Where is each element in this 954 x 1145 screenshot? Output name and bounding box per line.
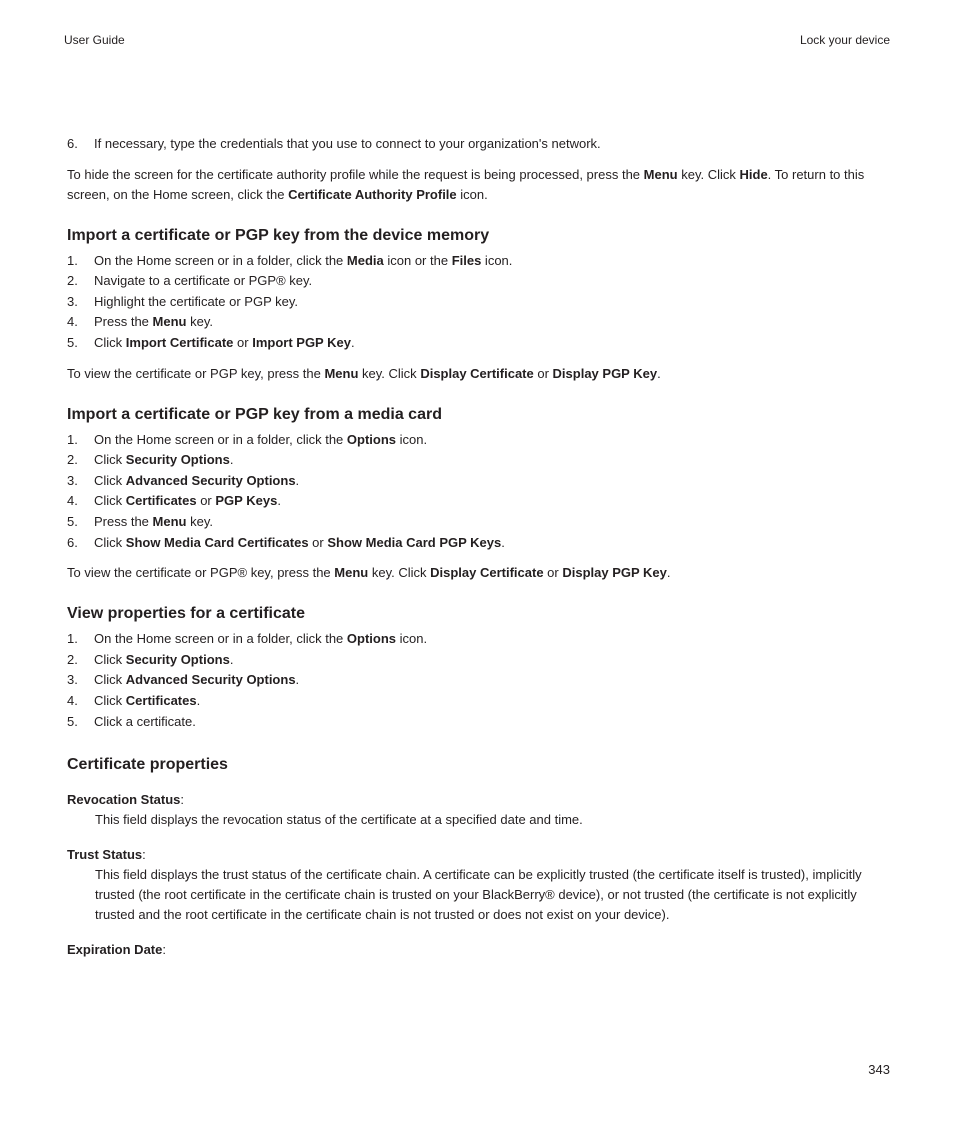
term-trust-status: Trust Status: [67,847,146,863]
running-header-title: User Guide [64,33,125,47]
list-item: 5. Press the Menu key. [67,513,213,529]
steps-view-properties [67,629,892,732]
definition-revocation-status: This field displays the revocation status of the certificate at a specified date and time. [95,812,583,828]
intro-step-list [67,134,892,155]
section-heading-certificate-properties: Certificate properties [67,756,228,774]
list-item: 4. Click Certificates or PGP Keys. [67,493,281,509]
page-number: 343 [868,1062,890,1077]
list-item: 2. Navigate to a certificate or PGP® key. [67,273,313,289]
note-media-card: To view the certificate or PGP® key, press the Menu key. Click Display Certificate or Display PGP Key. [67,565,671,581]
list-item: 3. Click Advanced Security Options. [67,472,300,488]
page-content [67,134,892,960]
term-revocation-status: Revocation Status: [67,792,185,808]
list-item: 2. Click Security Options. [67,452,234,468]
list-item: 3. Click Advanced Security Options. [67,672,300,688]
list-item: 4. Press the Menu key. [67,314,213,330]
definition-list [67,790,892,960]
definition-trust-status: This field displays the trust status of the certificate chain. A certificate can be explicitly trusted (the certificate itself is trusted), implicitly trusted (the root certificate in the certificate chain is trusted on your BlackBerry® device), or not trusted (the certificate is not explicitly trusted and the root certificate in the certificate chain is not trusted or does not exist on your device). [95,867,862,923]
list-item: 6. If necessary, type the credentials that you use to connect to your organization's network. [67,136,601,151]
list-item: 1. On the Home screen or in a folder, click the Options icon. [67,431,428,447]
list-item: 2. Click Security Options. [67,651,234,667]
list-item: 1. On the Home screen or in a folder, click the Media icon or the Files icon. [67,252,513,268]
steps-device-memory [67,251,892,354]
steps-media-card [67,430,892,554]
term-expiration-date: Expiration Date: [67,942,166,958]
note-device-memory: To view the certificate or PGP key, press the Menu key. Click Display Certificate or Display PGP Key. [67,365,661,381]
section-heading-device-memory: Import a certificate or PGP key from the device memory [67,226,490,244]
list-item: 5. Click Import Certificate or Import PGP Key. [67,334,355,350]
list-item: 3. Highlight the certificate or PGP key. [67,293,299,309]
list-item: 4. Click Certificates. [67,692,201,708]
list-item: 6. Click Show Media Card Certificates or Show Media Card PGP Keys. [67,534,505,550]
list-item: 5. Click a certificate. [67,713,196,729]
section-heading-view-properties: View properties for a certificate [67,605,306,623]
running-header-section: Lock your device [799,33,890,47]
section-heading-media-card: Import a certificate or PGP key from a media card [67,405,442,423]
list-item: 1. On the Home screen or in a folder, click the Options icon. [67,631,428,647]
intro-paragraph: To hide the screen for the certificate authority profile while the request is being processed, press the Menu key. Click Hide. To return to this screen, on the Home screen, click the Certificate Authority Profile icon. [67,166,865,202]
